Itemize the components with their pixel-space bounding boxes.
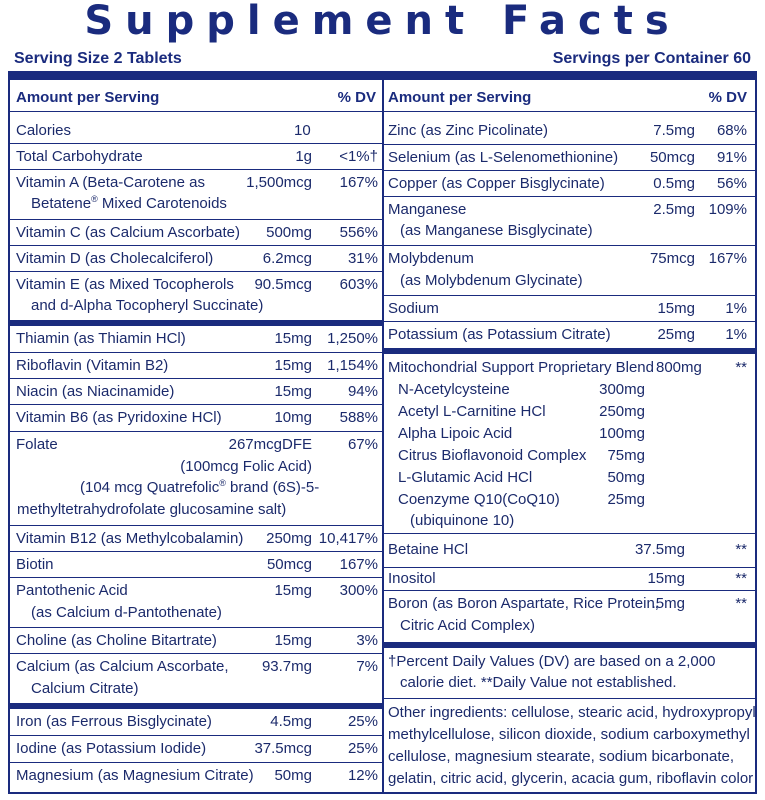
table-row (10, 143, 382, 170)
table-row (10, 271, 382, 321)
blend-item-amount: 250mg (599, 403, 645, 420)
table-row (10, 118, 382, 144)
top-divider (8, 71, 757, 80)
nutrient-dv: 56% (716, 175, 747, 192)
nutrient-amount: 4.5mg (270, 713, 312, 730)
nutrient-dv: 1% (725, 300, 747, 317)
nutrient-dv: 588% (339, 409, 378, 426)
nutrient-amount: 15mg (657, 300, 695, 317)
table-row (384, 533, 755, 568)
nutrient-amount: 50mcg (649, 149, 695, 166)
blend-item-name: Coenzyme Q10(CoQ10) (398, 491, 560, 508)
nutrient-amount: 15mg (274, 383, 312, 400)
blend-item-name: L-Glutamic Acid HCl (398, 469, 533, 486)
nutrient-name: Pantothenic Acid (16, 582, 128, 599)
nutrient-dv: 556% (339, 224, 378, 241)
blend-item-name: Citrus Bioflavonoid Complex (398, 447, 587, 464)
table-row (384, 118, 755, 145)
table-row (384, 321, 755, 347)
folate-line2: (100mcg Folic Acid) (180, 458, 312, 475)
other-ingredients-line: methylcellulose, silicon dioxide, sodium carboxymethyl (388, 726, 750, 743)
nutrient-amount: 10mg (274, 409, 312, 426)
table-row (10, 709, 382, 736)
page-title: Supplement Facts (84, 0, 681, 44)
header-dv: % DV (708, 89, 747, 106)
nutrient-name-line2: (as Manganese Bisglycinate) (400, 222, 593, 239)
nutrient-dv: 10,417% (318, 530, 378, 547)
nutrient-amount: 7.5mg (653, 122, 695, 139)
nutrient-amount: 93.7mg (261, 658, 312, 675)
nutrient-name: Biotin (16, 556, 54, 573)
nutrient-name: Riboflavin (Vitamin B2) (16, 357, 169, 374)
blend-item-amount: 300mg (599, 381, 645, 398)
nutrient-name: Vitamin B12 (as Methylcobalamin) (16, 530, 244, 547)
nutrient-amount: 90.5mcg (254, 276, 312, 293)
nutrient-name: Vitamin A (Beta-Carotene as (16, 174, 205, 191)
table-row (10, 627, 382, 654)
table-row (384, 567, 755, 591)
table-row (10, 404, 382, 432)
nutrient-dv: 167% (339, 174, 378, 191)
blend-item-amount: 100mg (599, 425, 645, 442)
blend-item-name: Acetyl L-Carnitine HCl (398, 403, 546, 420)
table-row (384, 295, 755, 322)
nutrient-dv: ** (735, 595, 747, 612)
nutrient-name: Choline (as Choline Bitartrate) (16, 632, 217, 649)
blend-item-name: N-Acetylcysteine (398, 381, 510, 398)
table-row (10, 245, 382, 272)
other-ingredients-line: Other ingredients: cellulose, stearic acid, hydroxypropyl (388, 704, 756, 721)
nutrient-name: Vitamin E (as Mixed Tocopherols (16, 276, 234, 293)
nutrient-dv: 25% (347, 740, 378, 757)
nutrient-name: Niacin (as Niacinamide) (16, 383, 175, 400)
table-row (10, 653, 382, 704)
table-row (384, 590, 755, 640)
nutrient-name-line2: Calcium Citrate) (31, 680, 139, 697)
nutrient-name: Inositol (388, 570, 436, 587)
nutrient-amount: 0.5mg (653, 175, 695, 192)
blend-item-amount: 50mg (607, 469, 645, 486)
nutrient-amount: 37.5mcg (254, 740, 312, 757)
nutrient-amount: 37.5mg (634, 541, 685, 558)
header-dv: % DV (337, 89, 376, 106)
nutrient-dv: 300% (339, 582, 378, 599)
nutrient-name: Boron (as Boron Aspartate, Rice Protein, (388, 595, 659, 612)
nutrient-amount: 15mg (274, 357, 312, 374)
footnote-line: †Percent Daily Values (DV) are based on a 2,000 (388, 653, 716, 670)
blend-item-name: Alpha Lipoic Acid (398, 425, 513, 442)
table-row (10, 326, 382, 353)
nutrient-name: Thiamin (as Thiamin HCl) (16, 330, 186, 347)
nutrient-amount: 50mcg (266, 556, 312, 573)
other-ingredients-line: cellulose, magnesium stearate, sodium bicarbonate, (388, 748, 735, 765)
nutrient-name: Calories (16, 122, 72, 139)
nutrient-name: Iodine (as Potassium Iodide) (16, 740, 207, 757)
nutrient-dv: 167% (339, 556, 378, 573)
nutrient-name: Total Carbohydrate (16, 148, 143, 165)
nutrient-dv: 1,250% (327, 330, 378, 347)
footnote-line: calorie diet. **Daily Value not established. (400, 674, 677, 691)
nutrient-amount: 267mcgDFE (228, 436, 312, 453)
nutrient-name: Folate (16, 436, 58, 453)
nutrient-name: Sodium (388, 300, 439, 317)
serving-size: Serving Size 2 Tablets (14, 50, 182, 67)
nutrient-amount: 75mcg (649, 250, 695, 267)
nutrient-dv: ** (735, 570, 747, 587)
nutrient-amount: 1,500mcg (246, 174, 312, 191)
table-row (384, 196, 755, 246)
folate-line3: (104 mcg Quatrefolic® brand (6S)-5- (80, 478, 320, 496)
nutrient-dv: 3% (356, 632, 378, 649)
nutrient-dv: 68% (716, 122, 747, 139)
nutrient-dv: 109% (708, 201, 747, 218)
nutrient-name-line2: (as Calcium d-Pantothenate) (31, 604, 222, 621)
nutrient-amount: 15mg (274, 632, 312, 649)
nutrient-amount: 50mg (274, 767, 312, 784)
nutrient-amount: 15mg (647, 570, 685, 587)
nutrient-dv: 1% (725, 326, 747, 343)
table-row (10, 577, 382, 628)
table-row (10, 431, 382, 526)
nutrient-amount: 15mg (274, 582, 312, 599)
nutrient-name: Betaine HCl (388, 541, 469, 558)
nutrient-name: Vitamin C (as Calcium Ascorbate) (16, 224, 240, 241)
nutrient-dv: 1,154% (327, 357, 378, 374)
table-row (10, 378, 382, 405)
header-row (10, 80, 382, 112)
nutrient-name: Vitamin D (as Cholecalciferol) (16, 250, 214, 267)
nutrient-dv: 31% (347, 250, 378, 267)
nutrient-dv: <1%† (339, 148, 378, 165)
nutrient-dv: 167% (708, 250, 747, 267)
nutrient-name: Zinc (as Zinc Picolinate) (388, 122, 549, 139)
nutrient-name: Calcium (as Calcium Ascorbate, (16, 658, 229, 675)
nutrient-name: Copper (as Copper Bisglycinate) (388, 175, 605, 192)
nutrient-name: Molybdenum (388, 250, 474, 267)
other-ingredients (384, 698, 755, 792)
table-row (10, 551, 382, 578)
left-panel (8, 80, 384, 794)
nutrient-name: Potassium (as Potassium Citrate) (388, 326, 611, 343)
blend-item-amount: 75mg (607, 447, 645, 464)
blend-amount: 800mg (656, 359, 702, 376)
nutrient-dv: ** (735, 541, 747, 558)
right-panel (382, 80, 757, 794)
nutrient-name-line2: Citric Acid Complex) (400, 617, 536, 634)
nutrient-amount: 2.5mg (653, 201, 695, 218)
nutrient-name: Vitamin B6 (as Pyridoxine HCl) (16, 409, 222, 426)
header-row (384, 80, 755, 112)
folate-line4: methyltetrahydrofolate glucosamine salt) (17, 501, 287, 518)
table-row (384, 144, 755, 171)
table-row (10, 735, 382, 763)
nutrient-amount: 6.2mcg (262, 250, 312, 267)
blend-dv: ** (735, 359, 747, 376)
nutrient-amount: 500mg (266, 224, 312, 241)
nutrient-amount: 15mg (274, 330, 312, 347)
nutrient-name: Magnesium (as Magnesium Citrate) (16, 767, 254, 784)
nutrient-name-line2: (as Molybdenum Glycinate) (400, 272, 583, 289)
nutrient-dv: 91% (716, 149, 747, 166)
nutrient-amount: 10 (294, 122, 311, 139)
table-row (10, 219, 382, 246)
table-row (384, 170, 755, 197)
blend-name: Mitochondrial Support Proprietary Blend (388, 359, 654, 376)
nutrient-dv: 67% (347, 436, 378, 453)
nutrient-name: Selenium (as L-Selenomethionine) (388, 149, 619, 166)
nutrient-dv: 7% (356, 658, 378, 675)
blend-item-sub: (ubiquinone 10) (410, 512, 515, 529)
blend-item-amount: 25mg (607, 491, 645, 508)
nutrient-amount: .5mg (651, 595, 685, 612)
footnote (384, 648, 755, 699)
table-row (10, 525, 382, 552)
table-row (384, 245, 755, 296)
servings-per-container: Servings per Container 60 (552, 50, 751, 67)
nutrient-amount: 25mg (657, 326, 695, 343)
other-ingredients-line: gelatin, citric acid, glycerin, acacia gum, riboflavin color (388, 770, 754, 787)
nutrient-dv: 94% (347, 383, 378, 400)
nutrient-dv: 603% (339, 276, 378, 293)
table-row (10, 352, 382, 379)
nutrient-amount: 1g (295, 148, 312, 165)
nutrient-name-line2: Betatene® Mixed Carotenoids (31, 194, 227, 212)
nutrient-amount: 250mg (266, 530, 312, 547)
nutrient-dv: 25% (347, 713, 378, 730)
nutrient-name-line2: and d-Alpha Tocopheryl Succinate) (31, 297, 264, 314)
header-amount: Amount per Serving (388, 89, 532, 106)
nutrient-dv: 12% (347, 767, 378, 784)
header-amount: Amount per Serving (16, 89, 160, 106)
blend-section (384, 354, 755, 534)
nutrient-name: Manganese (388, 201, 467, 218)
table-row (10, 762, 382, 792)
nutrient-name: Iron (as Ferrous Bisglycinate) (16, 713, 212, 730)
table-row (10, 169, 382, 220)
